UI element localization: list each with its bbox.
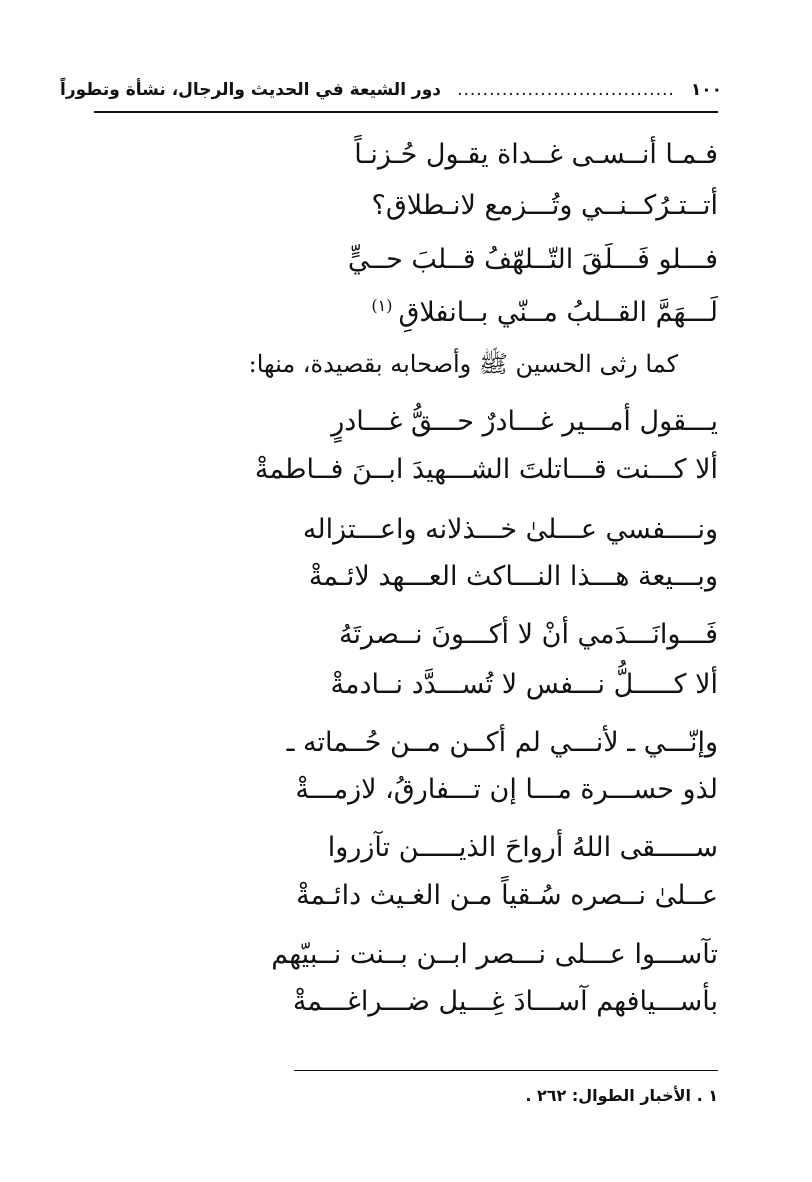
verse-line: بأســـيافهم آســـادَ غِـــيل ضـــراغـــمةْ xyxy=(292,986,718,1017)
page-number: ١٠٠ xyxy=(690,80,722,100)
header-rule xyxy=(94,111,718,113)
verse-line: أتــتـرُكــنــي وتُـــزمع لانـطلاق؟ xyxy=(371,190,718,221)
verse-line: تآســـوا عـــلى نـــصر ابــن بــنت نــبيّهم xyxy=(271,939,718,970)
verse-line: لذو حســـرة مـــا إن تـــفارقُ، لازمـــةْ xyxy=(295,774,718,805)
verse-line: وبـــيعة هـــذا النـــاكث العـــهد لائـمةْ xyxy=(308,561,718,592)
verse-text: لَـــهَمَّ القــلبُ مــنّي بــانفلاقِ xyxy=(398,297,718,328)
prose-line: كما رثى الحسين ﷺ وأصحابه بقصيدة، منها: xyxy=(248,350,678,378)
verse-line: ألا كـــــلُّ نـــفس لا تُســـدَّد نــادمةْ xyxy=(330,669,718,700)
verse-line: فـــلو فَـــلَقَ التّــلهّفُ قــلبَ حــيٍّ xyxy=(347,244,718,275)
verse-line: ألا كـــنت قـــاتلتَ الشـــهيدَ ابــنَ فــاطمةْ xyxy=(254,454,718,485)
footnote-marker: (١) xyxy=(371,296,393,315)
header-dot-leader: .................................. xyxy=(457,80,675,100)
verse-line: ســـــقى اللهُ أرواحَ الذيـــــن تآزروا xyxy=(327,832,718,863)
verse-line: عــلىٰ نــصره سُـقياً مـن الغـيث دائـمةْ xyxy=(296,880,718,911)
verse-line: يـــقول أمـــير غـــادرٌ حـــقُّ غـــادرٍ xyxy=(331,406,718,437)
running-title: دور الشيعة في الحديث والرجال، نشأة وتطوراً xyxy=(60,80,442,100)
footnote: ١ . الأخبار الطوال: ٢٦٢ . xyxy=(525,1086,718,1105)
verse-line: فَـــوانَـــدَمي أنْ لا أكـــونَ نــصرتَهُ xyxy=(338,619,718,650)
verse-line-with-footnote xyxy=(60,286,718,333)
verse-line: ونــــفسي عـــلىٰ خـــذلانه واعـــتزاله xyxy=(302,514,718,545)
footnote-rule xyxy=(294,1070,718,1071)
page-header xyxy=(60,74,722,106)
verse-line: فـمـا أنــسـى غــداة يقـول حُـزنـاً xyxy=(354,139,718,170)
verse-line: وإنّـــي ـ لأنـــي لم أكــن مــن حُــماته ـ xyxy=(286,727,718,758)
